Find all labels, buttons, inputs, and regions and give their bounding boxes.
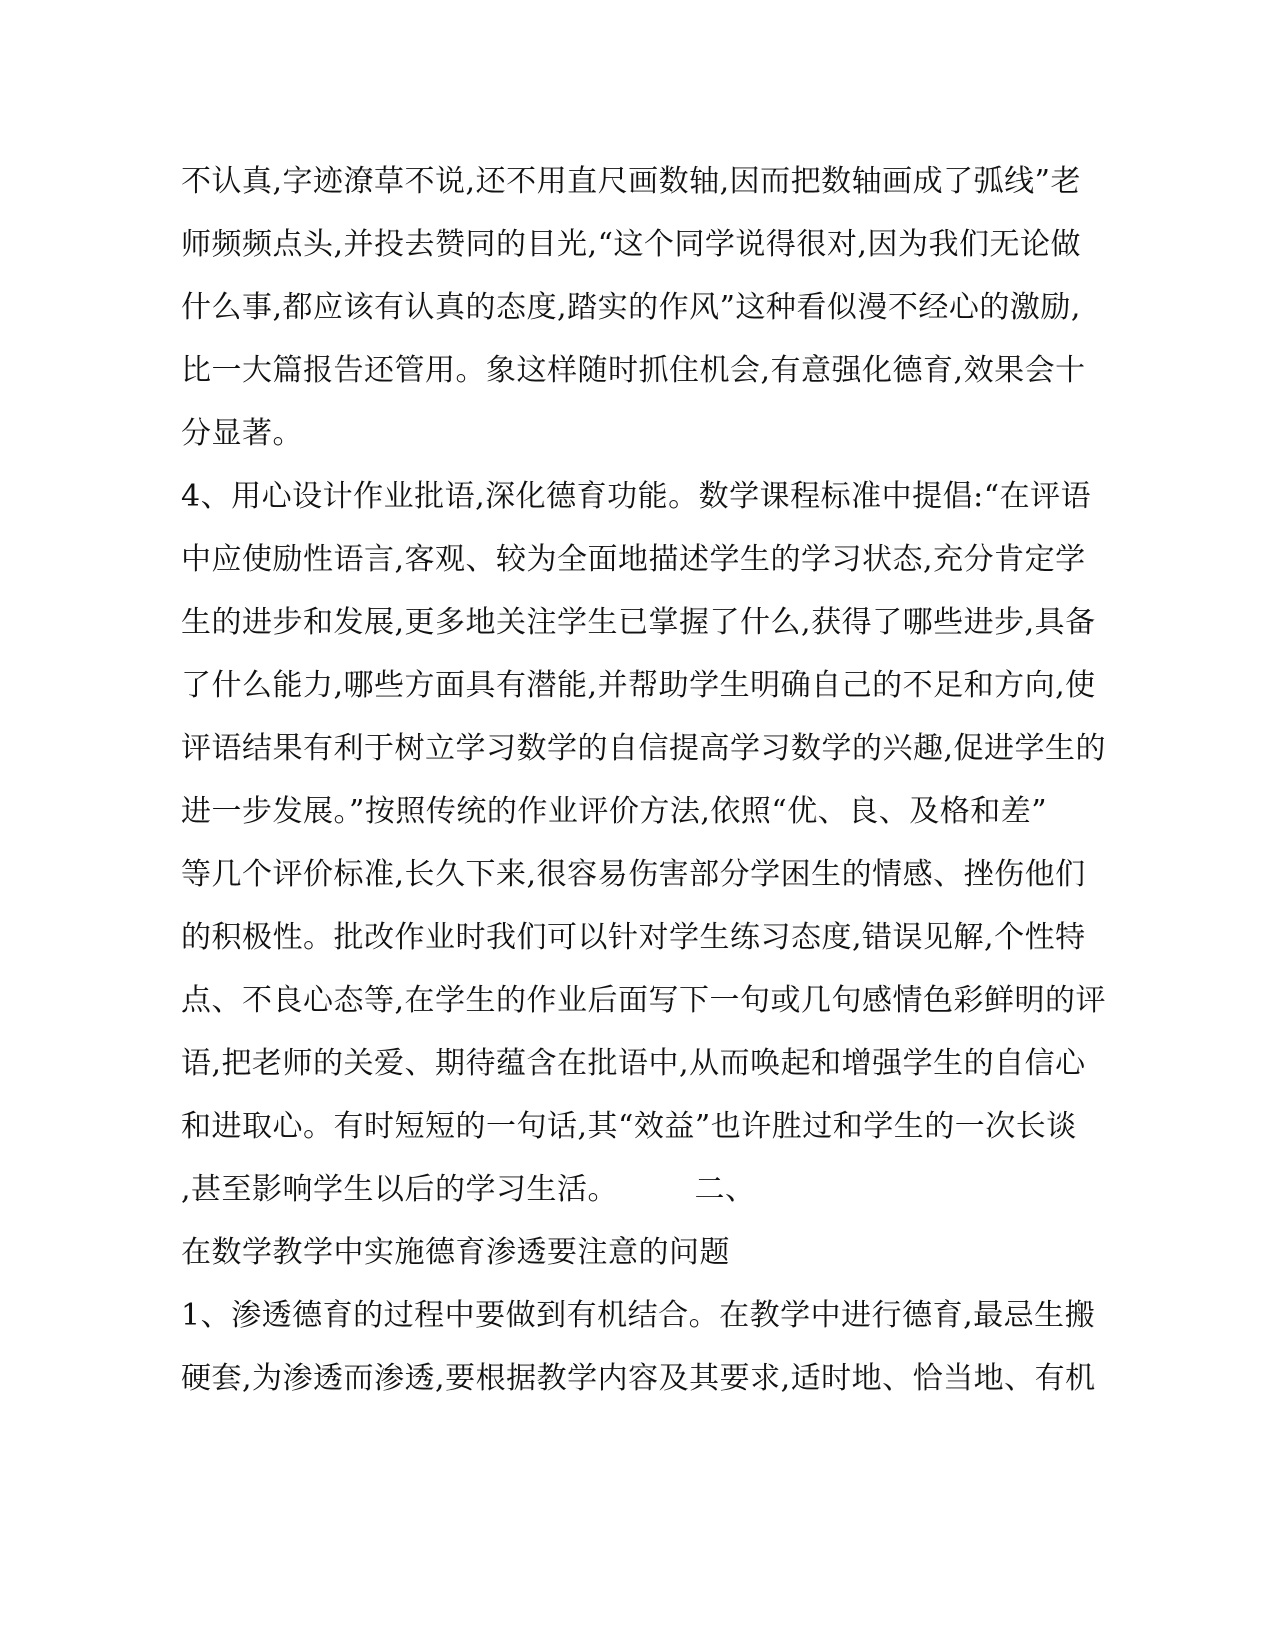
text-line: 生的进步和发展,更多地关注学生已掌握了什么,获得了哪些进步,具备 — [181, 605, 1096, 640]
text-line: 硬套,为渗透而渗透,要根据教学内容及其要求,适时地、恰当地、有机 — [181, 1361, 1096, 1396]
section-heading: 在数学教学中实施德育渗透要注意的问题 — [181, 1235, 730, 1270]
text-line: 进一步发展。”按照传统的作业评价方法,依照“优、良、及格和差” — [181, 794, 1048, 829]
text-line: 4、用心设计作业批语,深化德育功能。数学课程标准中提倡:“在评语 — [181, 479, 1092, 514]
text-line: 什么事,都应该有认真的态度,踏实的作风”这种看似漫不经心的激励, — [181, 290, 1081, 325]
text-line: 语,把老师的关爱、期待蕴含在批语中,从而唤起和增强学生的自信心 — [181, 1046, 1086, 1081]
text-line: 不认真,字迹潦草不说,还不用直尺画数轴,因而把数轴画成了弧线”老 — [181, 164, 1081, 199]
text-line: ,甚至影响学生以后的学习生活。 二、 — [181, 1172, 756, 1207]
text-line: 点、不良心态等,在学生的作业后面写下一句或几句感情色彩鲜明的评 — [181, 983, 1107, 1018]
text-line: 比一大篇报告还管用。象这样随时抓住机会,有意强化德育,效果会十 — [181, 353, 1086, 388]
text-line: 师频频点头,并投去赞同的目光,“这个同学说得很对,因为我们无论做 — [181, 227, 1081, 262]
text-line: 了什么能力,哪些方面具有潜能,并帮助学生明确自己的不足和方向,使 — [181, 668, 1096, 703]
text-line: 中应使励性语言,客观、较为全面地描述学生的学习状态,充分肯定学 — [181, 542, 1086, 577]
text-line: 评语结果有利于树立学习数学的自信提高学习数学的兴趣,促进学生的 — [181, 731, 1107, 766]
text-line: 的积极性。批改作业时我们可以针对学生练习态度,错误见解,个性特 — [181, 920, 1086, 955]
text-line: 等几个评价标准,长久下来,很容易伤害部分学困生的情感、挫伤他们 — [181, 857, 1086, 892]
text-line: 1、渗透德育的过程中要做到有机结合。在教学中进行德育,最忌生搬 — [181, 1298, 1096, 1333]
text-line: 分显著。 — [181, 416, 303, 451]
text-line: 和进取心。有时短短的一句话,其“效益”也许胜过和学生的一次长谈 — [181, 1109, 1077, 1144]
